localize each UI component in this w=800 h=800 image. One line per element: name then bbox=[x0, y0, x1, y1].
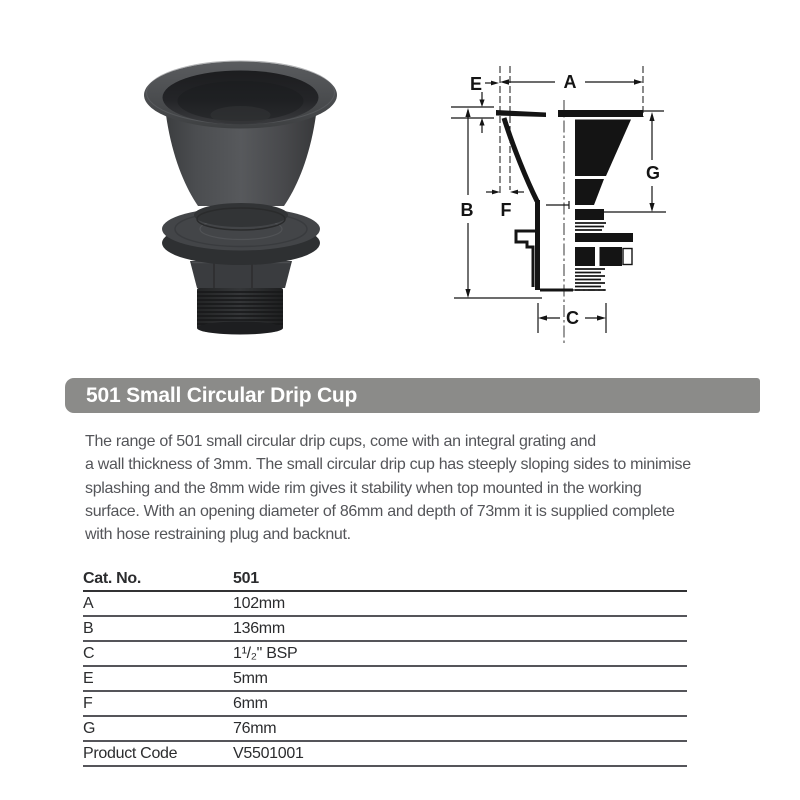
dim-label-G: G bbox=[645, 163, 661, 183]
dimension-C bbox=[538, 303, 606, 333]
table-row-label: G bbox=[83, 719, 96, 737]
dim-label-E: E bbox=[469, 74, 483, 94]
table-row-value: 1¹/₂" BSP bbox=[233, 644, 298, 662]
table-row bbox=[83, 667, 687, 692]
table-header-row bbox=[83, 567, 687, 592]
dimension-A bbox=[500, 72, 643, 92]
technical-drawing bbox=[420, 40, 720, 360]
description-line: The range of 501 small circular drip cups, come with an integral grating and bbox=[85, 433, 596, 450]
table-row-label: B bbox=[83, 619, 94, 637]
table-row-label: Product Code bbox=[83, 744, 178, 762]
spec-table bbox=[83, 567, 687, 767]
section-title-bar bbox=[65, 378, 760, 413]
table-row bbox=[83, 617, 687, 642]
dimension-B bbox=[454, 108, 542, 298]
table-row bbox=[83, 592, 687, 617]
table-row bbox=[83, 692, 687, 717]
table-row bbox=[83, 742, 687, 767]
table-header-label: Cat. No. bbox=[83, 569, 142, 587]
description-line: splashing and the 8mm wide rim gives it stability when top mounted in the working bbox=[85, 479, 642, 497]
table-row-label: E bbox=[83, 669, 94, 687]
product-photo bbox=[100, 35, 380, 345]
cup-rim bbox=[144, 61, 337, 129]
dim-label-A: A bbox=[563, 72, 577, 92]
table-row-label: F bbox=[83, 694, 93, 712]
table-row-value: V5501001 bbox=[233, 744, 304, 762]
threaded-tail bbox=[197, 288, 283, 335]
description-line: surface. With an opening diameter of 86mm and depth of 73mm it is supplied complete bbox=[85, 502, 675, 520]
description bbox=[85, 430, 725, 546]
cup-section-right bbox=[558, 110, 643, 290]
backnut bbox=[190, 261, 292, 288]
dim-label-C: C bbox=[566, 308, 579, 328]
table-row-value: 76mm bbox=[233, 719, 277, 737]
table-row-label: C bbox=[83, 644, 95, 662]
description-line: a wall thickness of 3mm. The small circular drip cup has steeply sloping sides to minimise bbox=[85, 456, 691, 474]
table-row bbox=[83, 717, 687, 742]
table-row bbox=[83, 642, 687, 667]
table-row-value: 5mm bbox=[233, 669, 268, 687]
table-row-label: A bbox=[83, 594, 94, 612]
table-body bbox=[83, 592, 687, 767]
table-row-value: 136mm bbox=[233, 619, 285, 637]
table-row-value: 102mm bbox=[233, 594, 285, 612]
dim-label-F: F bbox=[500, 200, 512, 220]
dimension-F bbox=[486, 190, 524, 220]
description-line: with hose restraining plug and backnut. bbox=[85, 526, 351, 544]
flange bbox=[162, 203, 320, 265]
table-row-value: 6mm bbox=[233, 694, 268, 712]
table-header-value: 501 bbox=[233, 569, 259, 587]
section-title: 501 Small Circular Drip Cup bbox=[86, 383, 358, 407]
dim-label-B: B bbox=[460, 200, 474, 220]
funnel-body bbox=[166, 115, 316, 206]
dimension-E bbox=[451, 74, 499, 133]
